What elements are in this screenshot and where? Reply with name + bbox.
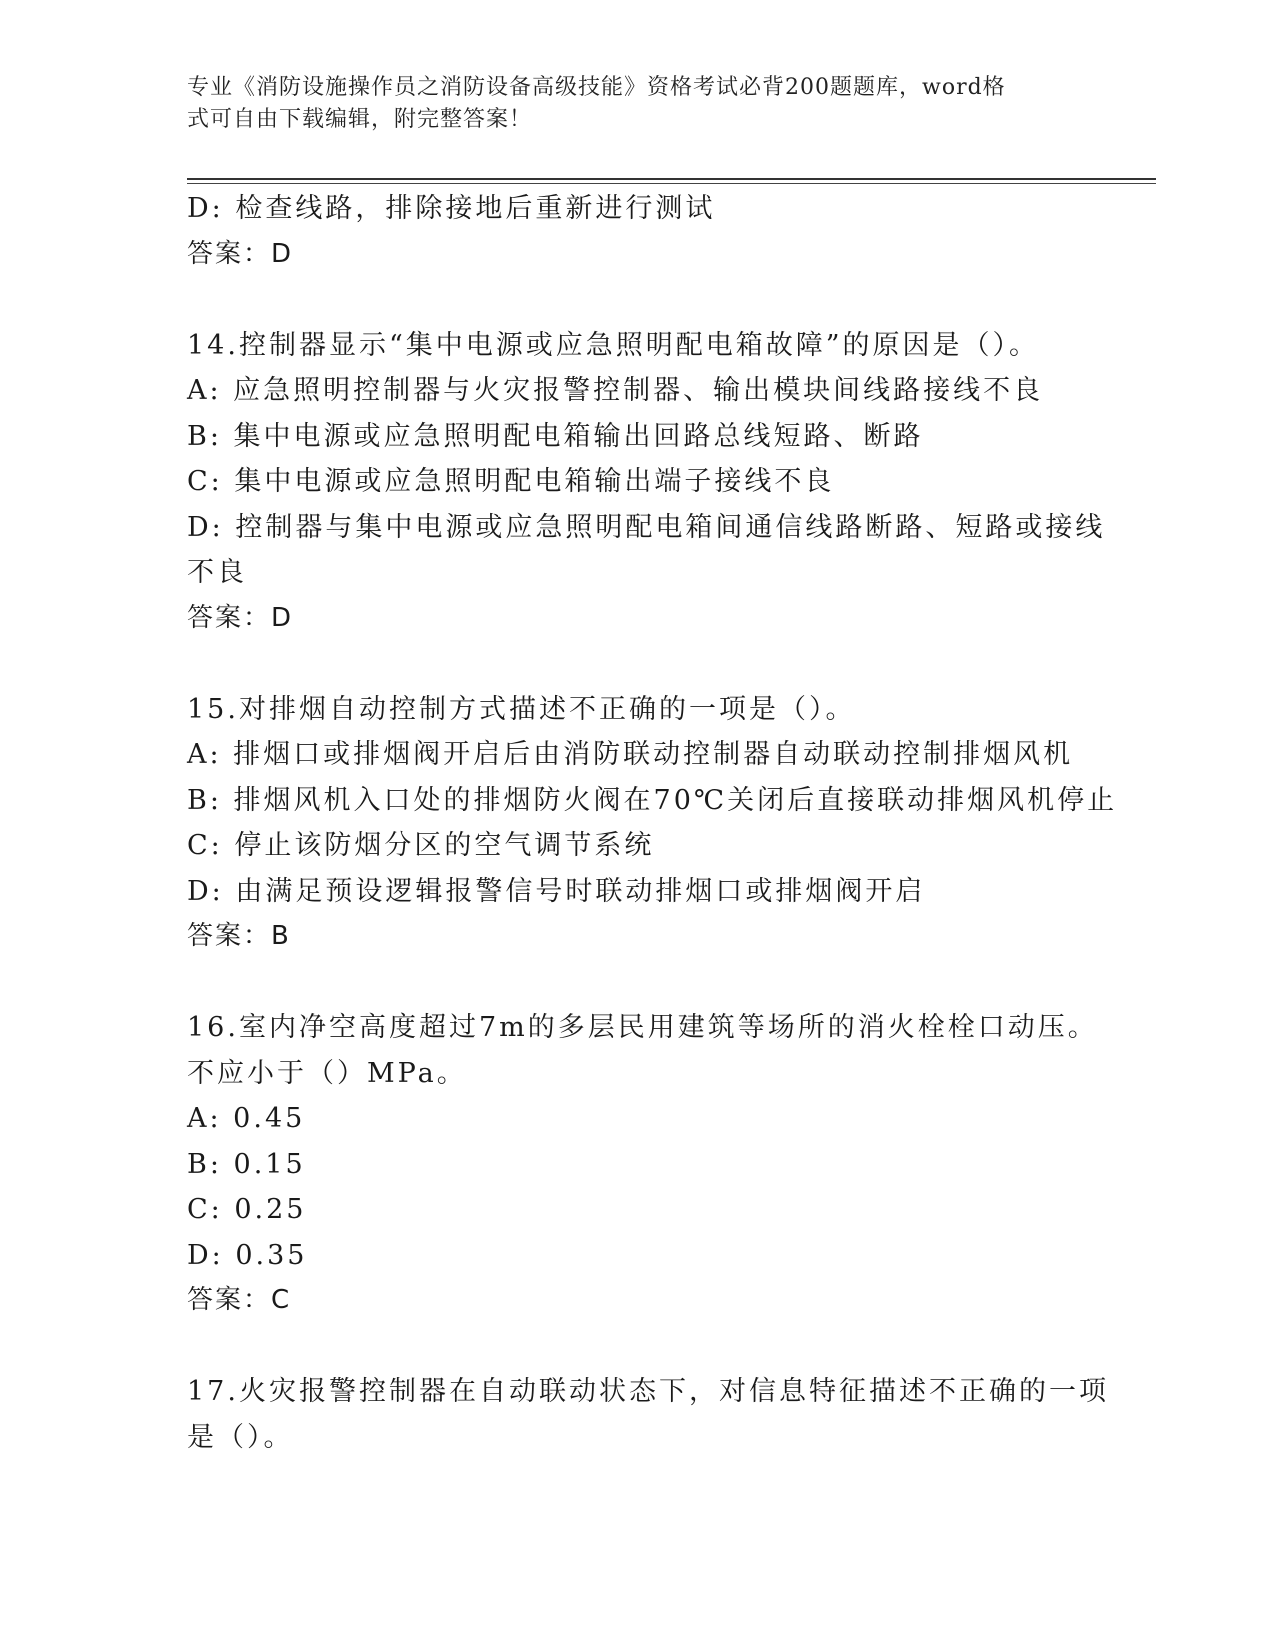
spacer: [187, 277, 1087, 323]
option-d: D: 控制器与集中电源或应急照明配电箱间通信线路断路、短路或接线: [187, 511, 1106, 543]
answer: 答案：B: [187, 921, 291, 951]
question-content: [187, 186, 1118, 1460]
answer: 答案：D: [187, 602, 294, 633]
answer: 答案：D: [187, 238, 294, 269]
option-b: B: 集中电源或应急照明配电箱输出回路总线短路、断路: [187, 420, 924, 452]
question-15: [187, 687, 1118, 960]
answer: 答案：C: [187, 1285, 292, 1315]
question-text: 14.控制器显示“集中电源或应急照明配电箱故障”的原因是（）。: [187, 329, 1040, 361]
question-17: [187, 1369, 1109, 1460]
option-c: C: 停止该防烟分区的空气调节系统: [187, 830, 655, 861]
header-line-2: 式可自由下载编辑，附完整答案！: [187, 107, 533, 132]
option-b: B: 0.15: [187, 1148, 306, 1180]
header-line-1: 专业《消防设施操作员之消防设备高级技能》资格考试必背200题题库，word格: [187, 75, 1006, 100]
option-b: B: 排烟风机入口处的排烟防火阀在70℃关闭后直接联动排烟风机停止: [187, 784, 1118, 816]
spacer: [187, 641, 1087, 687]
document-header: [187, 72, 1077, 136]
option-a: A: 0.45: [187, 1103, 306, 1134]
option-c: C: 集中电源或应急照明配电箱输出端子接线不良: [187, 466, 835, 497]
option-c: C: 0.25: [187, 1194, 307, 1225]
spacer: [187, 1324, 1087, 1370]
question-16: [187, 1005, 1098, 1324]
spacer: [187, 960, 1087, 1006]
question-14: [187, 323, 1106, 642]
previous-question-tail: [187, 186, 1087, 277]
header-rule-thin: [187, 183, 1156, 184]
question-text: 16.室内净空高度超过7m的多层民用建筑等场所的消火栓栓口动压。: [187, 1012, 1098, 1043]
question-text: 17.火灾报警控制器在自动联动状态下，对信息特征描述不正确的一项: [187, 1376, 1109, 1407]
option-d: D: 检查线路，排除接地后重新进行测试: [187, 193, 716, 224]
question-text: 15.对排烟自动控制方式描述不正确的一项是（）。: [187, 693, 856, 725]
header-rule-thick: [187, 178, 1156, 180]
option-a: A: 排烟口或排烟阀开启后由消防联动控制器自动联动控制排烟风机: [187, 739, 1074, 770]
question-text-continued: 是（）。: [187, 1421, 294, 1453]
option-d: D: 由满足预设逻辑报警信号时联动排烟口或排烟阀开启: [187, 875, 926, 907]
option-d: D: 0.35: [187, 1239, 308, 1271]
option-d-continued: 不良: [187, 557, 247, 588]
question-text-continued: 不应小于（）MPa。: [187, 1057, 467, 1089]
option-a: A: 应急照明控制器与火灾报警控制器、输出模块间线路接线不良: [187, 375, 1044, 406]
